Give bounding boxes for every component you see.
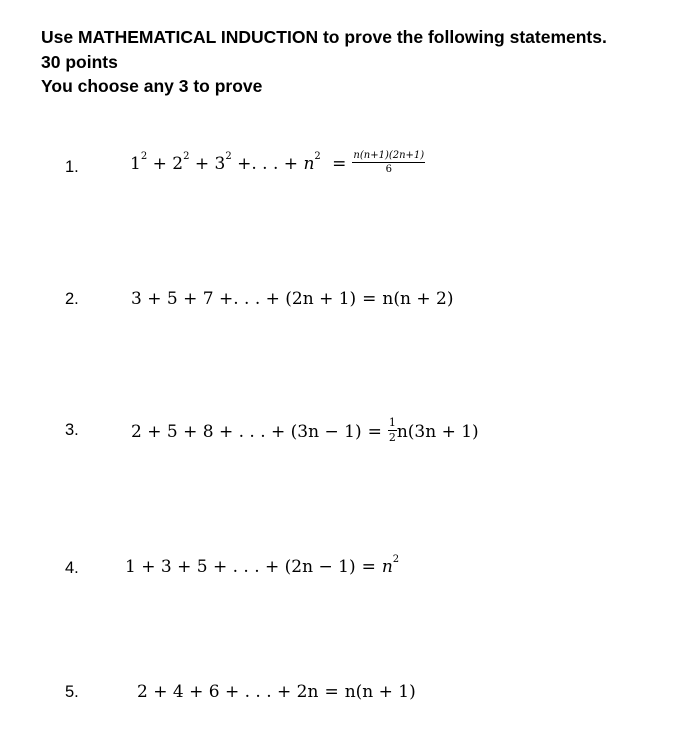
problem-3-rhs-fraction: [388, 417, 397, 444]
problem-1-ellipsis: +. . . +: [237, 154, 304, 174]
problem-3-number: 3.: [65, 421, 79, 439]
problem-1-exp-3: 2: [225, 151, 232, 163]
problem-5-equals: =: [324, 682, 339, 702]
problem-1-equation: [130, 152, 425, 177]
instructions-title: Use MATHEMATICAL INDUCTION to prove the following statements.: [41, 27, 607, 47]
problem-1-exp-1: 2: [140, 151, 148, 163]
problem-3-equals: =: [367, 422, 382, 442]
problem-4-equation: [125, 554, 400, 577]
problem-1-term-3: + 3: [194, 154, 226, 174]
problem-2-equals: =: [362, 289, 377, 309]
instructions-header: [41, 25, 607, 99]
problem-3-rhs-frac-denominator: 2: [388, 431, 396, 444]
problem-1-exp-n: 2: [314, 151, 321, 163]
problem-4-number: 4.: [65, 559, 79, 577]
problem-3-equation: [131, 416, 479, 446]
problem-4-lhs: 1 + 3 + 5 + . . . + (2n − 1): [125, 557, 356, 577]
problem-3-lhs: 2 + 5 + 8 + . . . + (3n − 1): [131, 422, 362, 442]
problem-5-number: 5.: [65, 683, 79, 701]
problem-1-term-2: + 2: [152, 154, 184, 174]
choose-instruction: You choose any 3 to prove: [41, 76, 263, 96]
problem-1-term-n: n: [303, 154, 315, 174]
problem-1-rhs-fraction: [352, 150, 425, 175]
problem-3-rhs-frac-numerator: 1: [388, 416, 396, 429]
problem-1-equals: =: [332, 154, 347, 174]
problem-5-lhs: 2 + 4 + 6 + . . . + 2n: [137, 682, 319, 702]
problem-1-term-1: 1: [130, 154, 141, 174]
problem-4-rhs-exponent: 2: [392, 554, 400, 566]
problem-2-equation: [131, 289, 453, 309]
problem-2-rhs: n(n + 2): [382, 289, 454, 309]
points-label: 30 points: [41, 51, 118, 72]
problem-2-number: 2.: [65, 290, 79, 308]
problem-3-rhs: n(3n + 1): [396, 422, 479, 442]
problem-1-exp-2: 2: [183, 151, 190, 163]
problem-1-rhs-denominator: 6: [385, 164, 392, 175]
problem-5-rhs: n(n + 1): [344, 682, 416, 702]
problem-2-lhs: 3 + 5 + 7 +. . . + (2n + 1): [131, 289, 357, 309]
problem-5-equation: [137, 682, 416, 702]
problem-4-rhs: n: [381, 557, 393, 577]
problem-4-equals: =: [361, 557, 376, 577]
problem-1-number: 1.: [65, 158, 79, 176]
problem-1-rhs-numerator: n(n+1)(2n+1): [353, 150, 425, 161]
